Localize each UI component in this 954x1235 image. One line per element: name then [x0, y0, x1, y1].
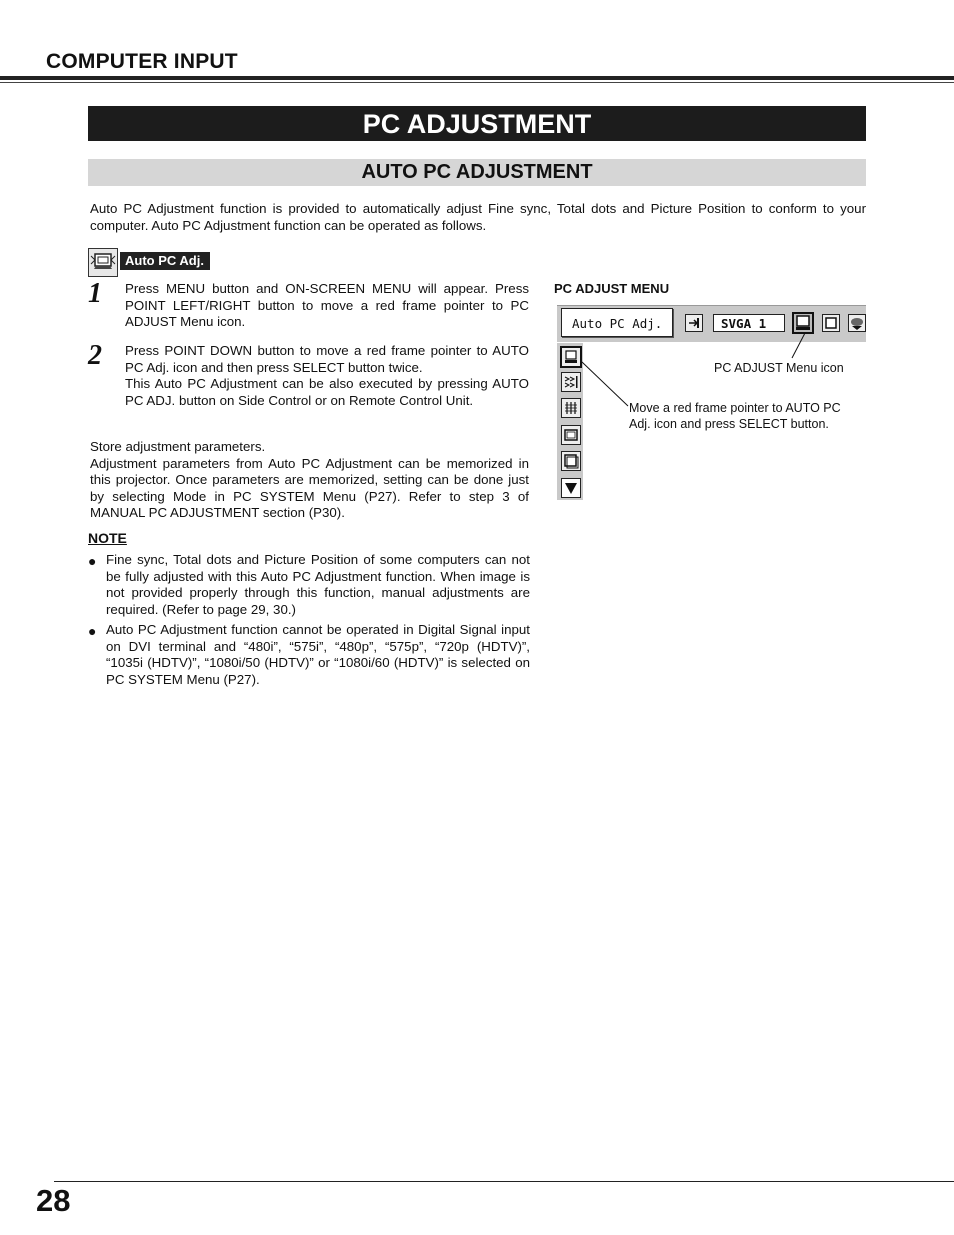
bullet-icon: ●: [88, 553, 97, 569]
intro-paragraph: Auto PC Adjustment function is provided to automatically adjust Fine sync, Total dots and Picture Position to conform to your computer. Auto PC Adjustment function can be operated as follows.: [90, 201, 866, 233]
footer-rule: [54, 1181, 954, 1182]
input-icon[interactable]: [685, 314, 703, 332]
menu-selected-label: Auto PC Adj.: [572, 316, 663, 331]
note-heading: NOTE: [88, 530, 127, 546]
note-item: Fine sync, Total dots and Picture Position of some computers can not be fully adjusted with this Auto PC Adjustment function. When image is not provided properly through this function, manual adjustments are required. (Refer to page 29, 30.): [106, 552, 530, 617]
pc-adjust-icon[interactable]: [792, 312, 814, 334]
image-icon[interactable]: [848, 314, 866, 332]
page-number: 28: [36, 1183, 71, 1218]
store-section: [90, 439, 529, 522]
step-2-text: Press POINT DOWN button to move a red frame pointer to AUTO PC Adj. icon and then press SELECT button twice.: [125, 343, 529, 375]
position-icon[interactable]: [561, 425, 581, 445]
auto-pc-adj-icon[interactable]: [560, 346, 582, 368]
fine-sync-icon[interactable]: [561, 372, 581, 392]
step-number-2: 2: [88, 340, 102, 371]
store-icon[interactable]: [561, 451, 581, 471]
step-2-block: [125, 343, 529, 409]
page-subtitle: AUTO PC ADJUSTMENT: [88, 159, 866, 186]
auto-pc-adj-icon: [88, 248, 118, 277]
callout-pointer: Move a red frame pointer to AUTO PC Adj. icon and press SELECT button.: [629, 401, 841, 431]
store-heading: Store adjustment parameters.: [90, 439, 266, 454]
page-title: PC ADJUSTMENT: [88, 106, 866, 141]
down-arrow-icon[interactable]: [561, 478, 581, 498]
store-text: Adjustment parameters from Auto PC Adjustment can be memorized in this projector. Once parameters are memorized, setting can be done just by selecting Mode in PC SYSTEM Menu (P27). Refer to step 3 of MANUAL PC ADJUSTMENT section (P30).: [90, 455, 529, 520]
bullet-icon: ●: [88, 623, 97, 639]
mode-value: SVGA 1: [721, 316, 767, 331]
callout-line-pointer: [582, 362, 628, 406]
total-dots-icon[interactable]: [561, 398, 581, 418]
step-1-text: Press MENU button and ON-SCREEN MENU will appear. Press POINT LEFT/RIGHT button to move a red frame pointer to PC ADJUST Menu icon.: [125, 281, 529, 329]
auto-pc-adj-label: Auto PC Adj.: [120, 252, 210, 270]
section-header: COMPUTER INPUT: [46, 50, 238, 73]
step-number-1: 1: [88, 278, 102, 309]
header-rule: [0, 76, 954, 80]
square-icon[interactable]: [822, 314, 840, 332]
note-item: Auto PC Adjustment function cannot be operated in Digital Signal input on DVI terminal and “480i”, “575i”, “480p”, “575p”, “720p (HDTV)”, “1035i (HDTV)”, “1080i/50 (HDTV)” or “1080i/60 (HDTV)” is selected on PC SYSTEM Menu (P27).: [106, 622, 530, 687]
header-rule-thin: [0, 82, 954, 83]
callout-menu-icon: PC ADJUST Menu icon: [714, 361, 844, 375]
step-2-text-extra: This Auto PC Adjustment can be also executed by pressing AUTO PC ADJ. button on Side Control or on Remote Control Unit.: [125, 376, 529, 408]
pc-adjust-menu-title: PC ADJUST MENU: [554, 281, 670, 296]
